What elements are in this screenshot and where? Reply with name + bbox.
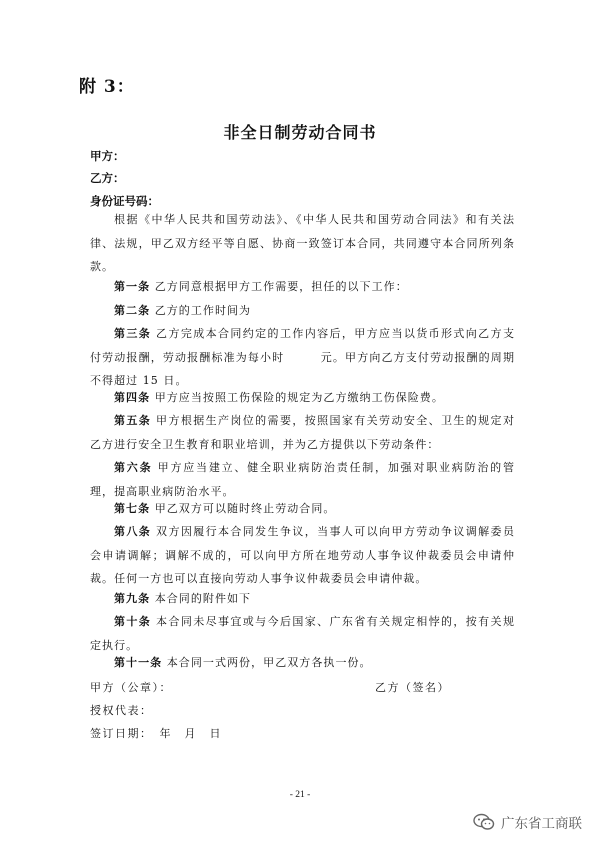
clause-heading: 第二条 [114, 304, 151, 317]
watermark-text: 广东省工商联 [501, 816, 582, 832]
clause-heading: 第八条 [114, 525, 152, 538]
page-number: - 21 - [289, 790, 311, 800]
clause-heading: 第九条 [114, 592, 151, 605]
clause-6 [90, 456, 515, 503]
clause-text: 乙方同意根据甲方工作需要，担任的以下工作： [150, 280, 408, 293]
clause-text: 本合同未尽事宜或与今后国家、广东省有关规定相悖的，按有关规定执行。 [90, 615, 515, 652]
clause-10 [90, 610, 515, 657]
clause-text: 乙方的工作时间为 [150, 304, 252, 317]
clause-text: 甲乙双方可以随时终止劳动合同。 [150, 502, 336, 515]
clause-7 [90, 497, 515, 521]
clause-11 [90, 651, 515, 675]
clause-heading: 第十一条 [114, 656, 163, 669]
clause-text: 甲方应当按照工伤保险的规定为乙方缴纳工伤保险费。 [150, 391, 444, 404]
clause-heading: 第十条 [114, 615, 152, 628]
clause-4 [90, 386, 515, 410]
party-b-field: 乙方： [90, 171, 125, 185]
watermark [473, 812, 582, 832]
clause-text: 甲方应当建立、健全职业病防治责任制，加强对职业病防治的管理，提高职业病防治水平。 [90, 461, 515, 498]
clause-heading: 第五条 [114, 414, 152, 427]
clause-text: 双方因履行本合同发生争议，当事人可以向甲方劳动争议调解委员会申请调解；调解不成的，可以向甲方所在地劳动人事争议仲裁委员会申请仲裁。任何一方也可以直接向劳动人事争议仲裁委员会申请仲裁。 [90, 525, 515, 585]
authorized-representative: 授权代表： [90, 704, 153, 717]
clause-5 [90, 409, 515, 456]
clause-heading: 第六条 [114, 461, 153, 474]
id-number-field: 身份证号码： [90, 194, 159, 208]
clause-text: 甲方根据生产岗位的需要，按照国家有关劳动安全、卫生的规定对乙方进行安全卫生教育和职业培训，并为乙方提供以下劳动条件： [90, 414, 515, 451]
clause-1 [90, 275, 515, 299]
clause-3 [90, 322, 515, 393]
wechat-icon [473, 813, 495, 831]
clause-8 [90, 520, 515, 591]
clause-heading: 第三条 [114, 327, 152, 340]
signature-party-b: 乙方（签名） [375, 681, 450, 694]
clause-9 [90, 587, 515, 611]
clause-2 [90, 299, 515, 323]
signing-date: 签订日期： 年 月 日 [90, 727, 222, 740]
document-title: 非全日制劳动合同书 [223, 123, 377, 142]
intro-paragraph: 根据《中华人民共和国劳动法》、《中华人民共和国劳动合同法》和有关法律、法规，甲乙双方经平等自愿、协商一致签订本合同，共同遵守本合同所列条款。 [90, 213, 515, 273]
clause-heading: 第四条 [114, 391, 151, 404]
clause-heading: 第七条 [114, 502, 151, 515]
clause-text: 本合同一式两份，甲乙双方各执一份。 [162, 656, 372, 669]
clause-text: 本合同的附件如下 [150, 592, 252, 605]
party-a-field: 甲方： [90, 149, 125, 163]
appendix-label: 附 3： [79, 77, 135, 97]
clause-heading: 第一条 [114, 280, 151, 293]
signature-party-a: 甲方（公章）： [90, 681, 172, 694]
clause-text: 乙方完成本合同约定的工作内容后，甲方应当以货币形式向乙方支付劳动报酬，劳动报酬标准为每小时 元。甲方向乙方支付劳动报酬的周期不得超过 15 日。 [90, 327, 515, 387]
